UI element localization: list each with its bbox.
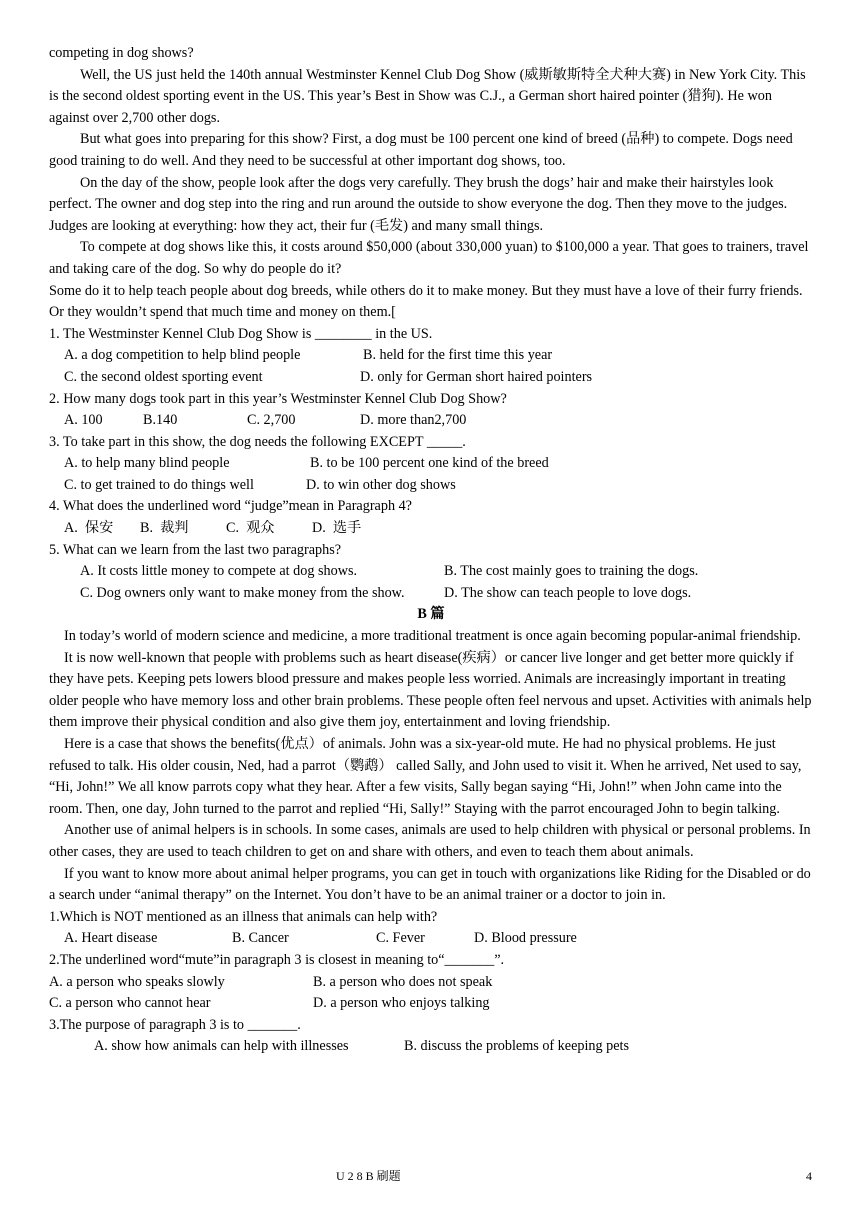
page-number: 4	[806, 1169, 812, 1183]
option-row	[49, 453, 813, 475]
option-row	[49, 367, 813, 389]
footer-label: U 2 8 B 刷题	[336, 1169, 401, 1183]
option: D. more than2,700	[360, 412, 467, 429]
option-row	[49, 518, 813, 540]
option: A. It costs little money to compete at dog shows.	[80, 563, 358, 580]
option: B. held for the first time this year	[363, 347, 553, 364]
option: B. a person who does not speak	[313, 973, 493, 990]
question-stem: 2.The underlined word“mute”in paragraph 3 is closest in meaning to“_______”.	[49, 951, 505, 968]
question-stem: 2. How many dogs took part in this year’s Westminster Kennel Club Dog Show?	[49, 390, 507, 407]
option: D. The show can teach people to love dogs.	[444, 584, 692, 601]
option: A. a dog competition to help blind people	[64, 347, 301, 364]
option: B. discuss the problems of keeping pets	[404, 1038, 629, 1055]
option: A. a person who speaks slowly	[49, 973, 225, 990]
paragraph-a1: Well, the US just held the 140th annual Westminster Kennel Club Dog Show (威斯敏斯特全犬种大赛) in New York City. This is the second oldest sporting event in the US. This year’s Best in Show was C.J., a German short haired pointer (猎狗). He won against over 2,700 other dogs.	[49, 66, 806, 126]
question-stem: 1. The Westminster Kennel Club Dog Show is ________ in the US.	[49, 325, 433, 342]
question-a4	[49, 496, 813, 539]
question-a5	[49, 540, 813, 605]
paragraph-a4: To compete at dog shows like this, it costs around $50,000 (about 330,000 yuan) to $100,000 a year. That goes to trainers, travel and taking care of the dog. So why do people do it?	[49, 239, 809, 277]
option: A. show how animals can help with illnesses	[94, 1038, 349, 1055]
option: B.140	[143, 412, 178, 429]
option: C. 观众	[226, 520, 275, 537]
option: B. to be 100 percent one kind of the breed	[310, 455, 549, 472]
paragraph-b5: If you want to know more about animal helper programs, you can get in touch with organizations like Riding for the Disabled or do a search under “animal therapy” on the Internet. You don’t have to be an animal trainer or a doctor to join in.	[49, 865, 811, 904]
question-b3	[49, 1015, 813, 1058]
question-a1	[49, 324, 813, 389]
section-title: B 篇	[417, 606, 445, 623]
option-row	[49, 993, 813, 1015]
question-stem: 1.Which is NOT mentioned as an illness that animals can help with?	[49, 908, 438, 925]
paragraph-b2: It is now well-known that people with problems such as heart disease(疾病）or cancer live longer and get better more quickly if they have pets. Keeping pets lowers blood pressure and makes people less worried. Animals are increasingly important in treating older people who have memory loss and other brain problems. These people often feel nervous and upset. Activities with animals help them improve their physical condition and also give them joy, entertainment and loving friendship.	[49, 649, 812, 731]
question-a2	[49, 389, 813, 432]
option: D. to win other dog shows	[306, 476, 456, 493]
option: A. to help many blind people	[64, 455, 230, 472]
option: C. a person who cannot hear	[49, 995, 211, 1012]
option-row	[49, 345, 813, 367]
option: A. 100	[64, 412, 103, 429]
paragraph-b3: Here is a case that shows the benefits(优点）of animals. John was a six-year-old mute. He had no physical problems. He just refused to talk. His older cousin, Ned, had a parrot（鹦鹉） called Sally, and John used to visit it. When he arrived, Net used to say, “Hi, John!” We all know parrots copy what they hear. After a few visits, Sally began saying “Hi, John!” when John came into the room. Then, one day, John turned to the parrot and replied “Hi, Sally!” Staying with the parrot encouraged John to begin talking.	[49, 736, 802, 817]
option-row	[49, 928, 813, 950]
question-stem: 4. What does the underlined word “judge”mean in Paragraph 4?	[49, 498, 412, 515]
option: C. 2,700	[247, 412, 296, 429]
option-row	[49, 475, 813, 497]
question-b2	[49, 950, 813, 1015]
paragraph-b1: In today’s world of modern science and medicine, a more traditional treatment is once again becoming popular-animal friendship.	[64, 628, 801, 645]
paragraph-a0: competing in dog shows?	[49, 45, 194, 61]
option: A. Heart disease	[64, 930, 158, 947]
option: D. 选手	[312, 520, 362, 537]
option: D. only for German short haired pointers	[360, 368, 593, 385]
option: C. to get trained to do things well	[64, 476, 254, 493]
option-row	[49, 583, 813, 605]
option-row	[49, 1036, 813, 1058]
document-body	[49, 43, 813, 1058]
option: D. Blood pressure	[474, 930, 577, 947]
option: B. 裁判	[140, 520, 189, 537]
option: B. Cancer	[232, 930, 289, 947]
option: C. Fever	[376, 930, 425, 947]
question-a3	[49, 432, 813, 497]
question-b1	[49, 907, 813, 950]
question-stem: 3. To take part in this show, the dog needs the following EXCEPT _____.	[49, 433, 466, 450]
option-row	[49, 972, 813, 994]
paragraph-a3: On the day of the show, people look after the dogs very carefully. They brush the dogs’ hair and make their hairstyles look perfect. The owner and dog step into the ring and run around the outside to show everyone the dog. Then they move to the judges. Judges are looking at everything: how they act, their fur (毛发) and many small things.	[49, 174, 788, 234]
paragraph-a2: But what goes into preparing for this show? First, a dog must be 100 percent one kind of breed (品种) to compete. Dogs need good training to do well. And they need to be successful at other important dog shows, too.	[49, 131, 793, 169]
paragraph-a5: Some do it to help teach people about dog breeds, while others do it to make money. But they must have a love of their furry friends. Or they wouldn’t spend that much time and money on them.[	[49, 282, 803, 321]
option: C. the second oldest sporting event	[64, 368, 263, 385]
option: D. a person who enjoys talking	[313, 995, 490, 1012]
option: A. 保安	[64, 520, 114, 537]
option-row	[49, 410, 813, 432]
paragraph-b4: Another use of animal helpers is in schools. In some cases, animals are used to help children with physical or personal problems. In other cases, they are used to teach children to get on and share with others, and even to teach them about animals.	[49, 822, 811, 860]
question-stem: 3.The purpose of paragraph 3 is to _______.	[49, 1016, 301, 1033]
option: C. Dog owners only want to make money from the show.	[80, 584, 405, 601]
option: B. The cost mainly goes to training the dogs.	[444, 563, 699, 580]
question-stem: 5. What can we learn from the last two paragraphs?	[49, 541, 342, 558]
option-row	[49, 561, 813, 583]
